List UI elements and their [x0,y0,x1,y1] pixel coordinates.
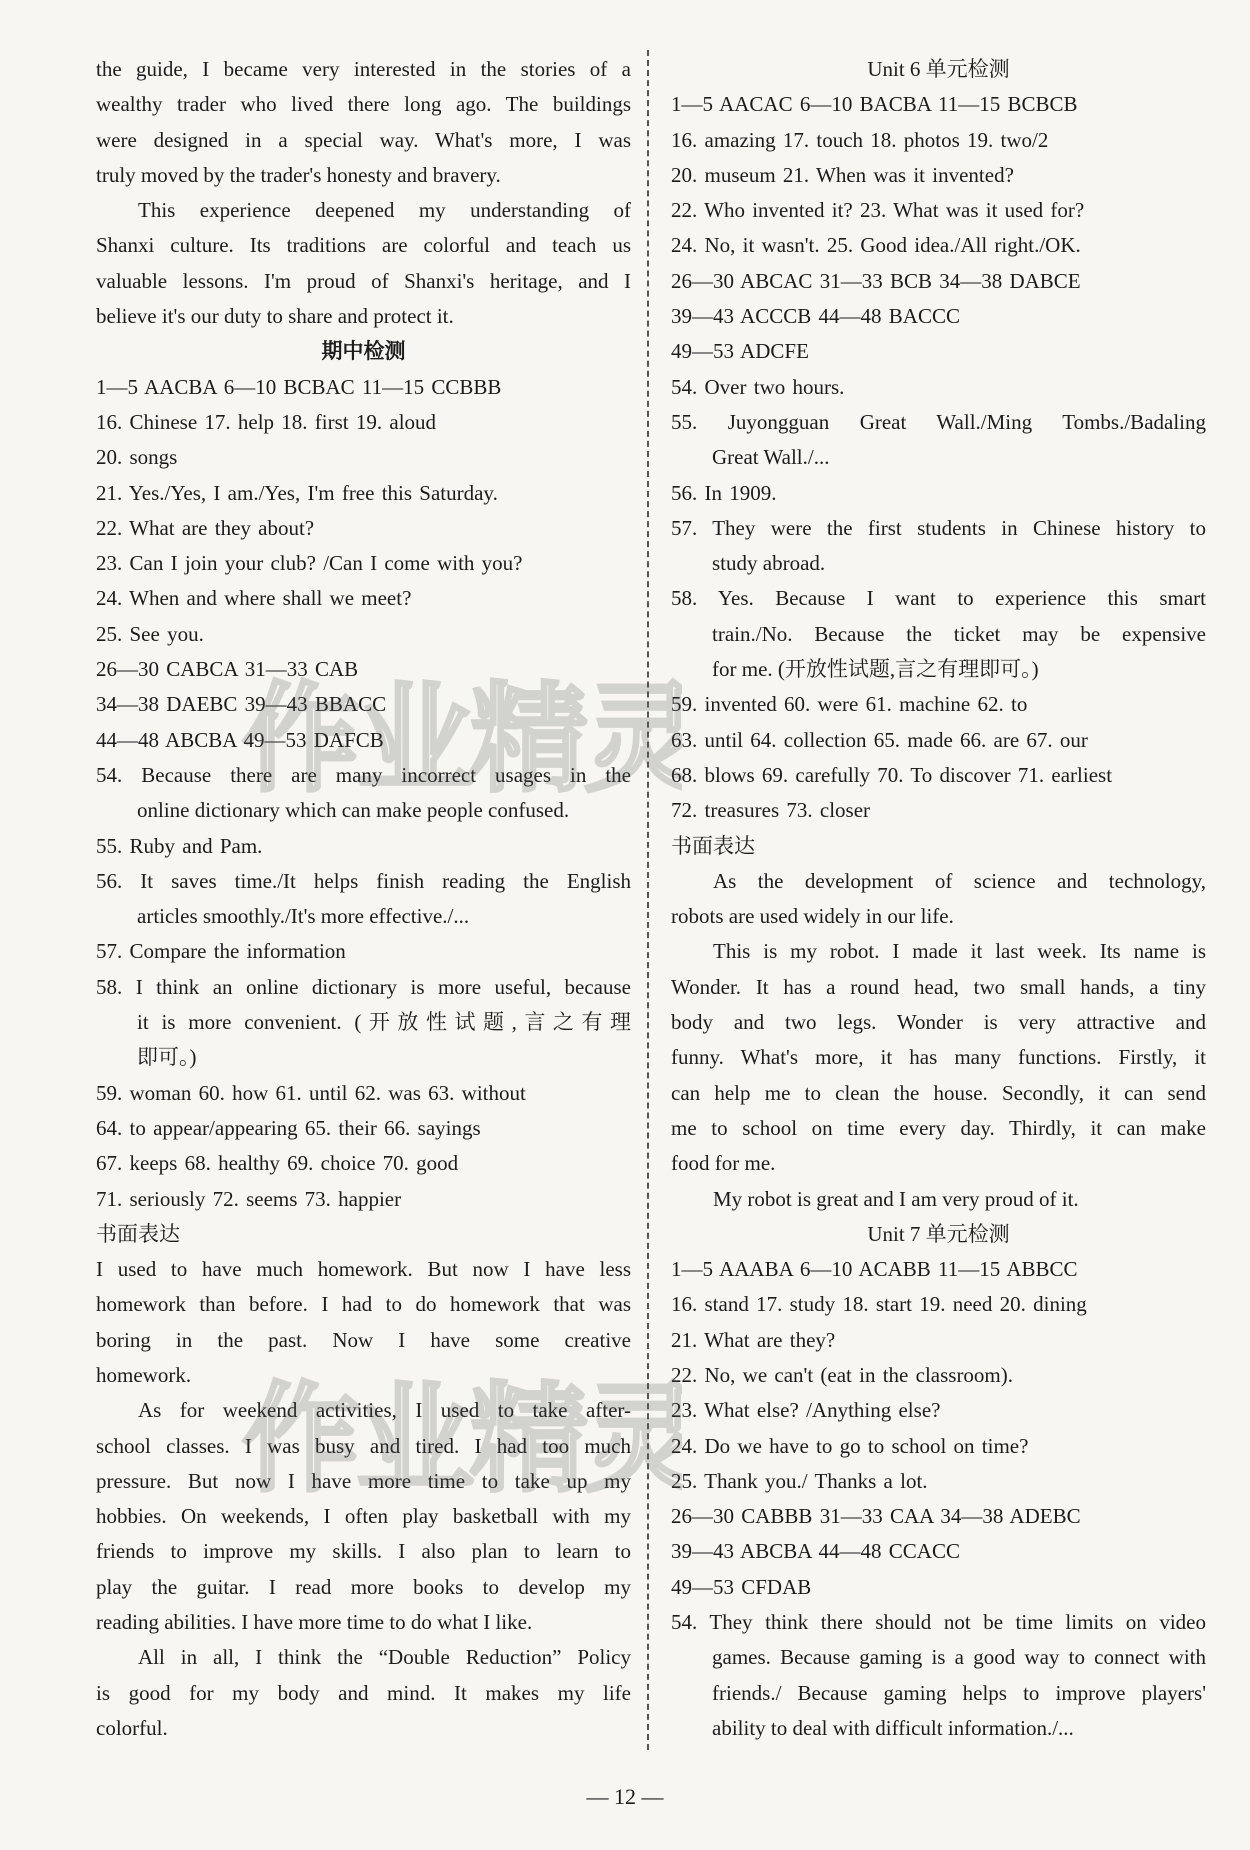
left-line-8: believe it's our duty to share and protect it. [96,304,454,329]
right-line-34: Unit 7 单元检测 [867,1221,1010,1246]
right-line-19: 59. invented 60. were 61. machine 62. to [671,692,1028,717]
left-column [96,52,631,1746]
right-line-33: My robot is great and I am very proud of it. [713,1186,1079,1211]
left-line-34: 书面表达 [96,1221,180,1246]
left-line-37: boring in the past. Now I have some creative [96,1327,631,1352]
right-line-20: 63. until 64. collection 65. made 66. are 67. our [671,727,1088,752]
left-line-17: 25. See you. [96,621,204,646]
right-line-18: for me. (开放性试题,言之有理即可。) [712,657,1039,682]
left-line-22: online dictionary which can make people confused. [137,798,570,823]
right-line-13: 56. In 1909. [671,480,777,505]
left-line-30: 59. woman 60. how 61. until 62. was 63. without [96,1080,526,1105]
right-line-27: Wonder. It has a round head, two small hands, a tiny [671,974,1206,999]
right-line-43: 39—43 ABCBA 44—48 CCACC [671,1539,960,1564]
right-line-14: 57. They were the first students in Chinese history to [671,515,1206,540]
left-line-31: 64. to appear/appearing 65. their 66. sayings [96,1115,481,1140]
left-line-28: it is more convenient. (开放性试题,言之有理 [137,1010,631,1035]
left-line-14: 22. What are they about? [96,515,315,540]
right-line-36: 16. stand 17. study 18. start 19. need 20. dining [671,1292,1087,1317]
right-line-1: Unit 6 单元检测 [867,57,1010,81]
right-line-26: This is my robot. I made it last week. Its name is [713,939,1206,964]
left-line-11: 16. Chinese 17. help 18. first 19. aloud [96,409,437,434]
right-line-10: 54. Over two hours. [671,374,845,399]
left-line-29: 即可。) [137,1045,197,1070]
right-line-35: 1—5 AAABA 6—10 ACABB 11—15 ABBCC [671,1257,1078,1282]
left-line-42: hobbies. On weekends, I often play basketball with my [96,1504,631,1529]
left-line-36: homework than before. I had to do homework that was [96,1292,631,1317]
right-line-32: food for me. [671,1151,776,1176]
left-line-18: 26—30 CABCA 31—33 CAB [96,657,359,682]
left-line-3: were designed in a special way. What's more, I was [96,127,631,152]
right-line-45: 54. They think there should not be time limits on video [671,1610,1206,1635]
right-line-17: train./No. Because the ticket may be expensive [712,621,1206,646]
left-line-44: play the guitar. I read more books to develop my [96,1574,631,1599]
column-divider [647,50,649,1750]
left-line-15: 23. Can I join your club? /Can I come with you? [96,551,523,576]
right-line-16: 58. Yes. Because I want to experience this smart [671,586,1206,611]
right-line-46: games. Because gaming is a good way to connect with [712,1645,1206,1670]
left-line-32: 67. keeps 68. healthy 69. choice 70. good [96,1151,459,1176]
right-line-2: 1—5 AACAC 6—10 BACBA 11—15 BCBCB [671,92,1078,117]
left-line-35: I used to have much homework. But now I have less [96,1257,631,1282]
right-line-29: funny. What's more, it has many functions. Firstly, it [671,1045,1206,1070]
left-line-16: 24. When and where shall we meet? [96,586,412,611]
right-line-24: As the development of science and technology, [713,868,1206,893]
left-line-10: 1—5 AACBA 6—10 BCBAC 11—15 CCBBB [96,374,502,399]
right-line-28: body and two legs. Wonder is very attractive and [671,1010,1206,1035]
right-line-22: 72. treasures 73. closer [671,798,871,823]
left-line-40: school classes. I was busy and tired. I had too much [96,1433,631,1458]
right-line-30: can help me to clean the house. Secondly, it can send [671,1080,1206,1105]
right-column [671,52,1206,1746]
left-line-24: 56. It saves time./It helps finish reading the English [96,868,631,893]
right-line-25: robots are used widely in our life. [671,904,954,929]
left-line-5: This experience deepened my understanding of [138,198,631,223]
right-line-37: 21. What are they? [671,1327,836,1352]
right-line-31: me to school on time every day. Thirdly, it can make [671,1115,1206,1140]
left-line-39: As for weekend activities, I used to take after- [138,1398,631,1423]
left-line-9: 期中检测 [321,339,406,364]
right-line-47: friends./ Because gaming helps to improve players' [712,1680,1206,1705]
right-line-11: 55. Juyongguan Great Wall./Ming Tombs./Badaling [671,409,1206,434]
left-line-46: All in all, I think the “Double Reduction” Policy [138,1645,631,1670]
right-line-4: 20. museum 21. When was it invented? [671,162,1014,187]
right-line-38: 22. No, we can't (eat in the classroom). [671,1362,1014,1387]
right-line-39: 23. What else? /Anything else? [671,1398,941,1423]
right-line-42: 26—30 CABBB 31—33 CAA 34—38 ADEBC [671,1504,1081,1529]
left-line-23: 55. Ruby and Pam. [96,833,263,858]
left-line-43: friends to improve my skills. I also plan to learn to [96,1539,631,1564]
left-line-47: is good for my body and mind. It makes my life [96,1680,631,1705]
left-line-26: 57. Compare the information [96,939,346,964]
left-line-27: 58. I think an online dictionary is more useful, because [96,974,631,999]
left-line-20: 44—48 ABCBA 49—53 DAFCB [96,727,384,752]
right-line-15: study abroad. [712,551,826,576]
left-line-7: valuable lessons. I'm proud of Shanxi's heritage, and I [96,268,631,293]
left-line-33: 71. seriously 72. seems 73. happier [96,1186,402,1211]
right-line-6: 24. No, it wasn't. 25. Good idea./All right./OK. [671,233,1081,258]
left-line-4: truly moved by the trader's honesty and bravery. [96,162,501,187]
right-line-23: 书面表达 [671,833,755,858]
right-line-21: 68. blows 69. carefully 70. To discover 71. earliest [671,762,1113,787]
left-line-21: 54. Because there are many incorrect usages in the [96,762,631,787]
right-line-12: Great Wall./... [712,445,830,470]
left-line-48: colorful. [96,1715,168,1740]
left-line-41: pressure. But now I have more time to take up my [96,1468,631,1493]
left-line-19: 34—38 DAEBC 39—43 BBACC [96,692,387,717]
right-line-8: 39—43 ACCCB 44—48 BACCC [671,304,960,329]
right-line-40: 24. Do we have to go to school on time? [671,1433,1029,1458]
left-line-6: Shanxi culture. Its traditions are colorful and teach us [96,233,631,258]
left-line-45: reading abilities. I have more time to do what I like. [96,1610,533,1635]
right-line-44: 49—53 CFDAB [671,1574,812,1599]
left-line-13: 21. Yes./Yes, I am./Yes, I'm free this Saturday. [96,480,498,505]
left-line-25: articles smoothly./It's more effective./... [137,904,470,929]
right-line-3: 16. amazing 17. touch 18. photos 19. two/2 [671,127,1049,152]
left-line-1: the guide, I became very interested in the stories of a [96,57,631,81]
left-line-38: homework. [96,1362,192,1387]
right-line-9: 49—53 ADCFE [671,339,809,364]
right-line-7: 26—30 ABCAC 31—33 BCB 34—38 DABCE [671,268,1081,293]
page-number: — 12 — [586,1784,664,1809]
right-line-48: ability to deal with difficult information./... [712,1715,1074,1740]
left-line-2: wealthy trader who lived there long ago. The buildings [96,92,631,117]
left-line-12: 20. songs [96,445,178,470]
right-line-5: 22. Who invented it? 23. What was it used for? [671,198,1085,223]
right-line-41: 25. Thank you./ Thanks a lot. [671,1468,928,1493]
